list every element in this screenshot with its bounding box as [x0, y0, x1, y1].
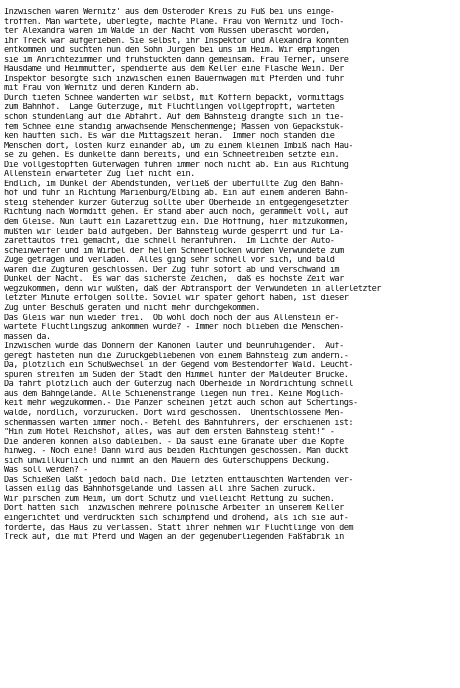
text-line: schenmassen warten immer noch.- Befehl des Bahnführers, der erschienen ist:	[4, 418, 354, 428]
text-line: Zuge getragen und verladen. Alles ging sehr schnell vor sich, und bald	[4, 256, 335, 266]
text-line: Dort hatten sich inzwischen mehrere polnische Arbeiter in unserem Keller	[4, 504, 344, 514]
text-line: troffen. Man wartete, überlegte, machte Pläne. Frau von Wernitz und Toch-	[4, 17, 344, 27]
text-line: Inzwischen wurde das Donnern der Kanonen lauter und beunruhigender. Auf-	[4, 342, 344, 352]
text-line: Da fährt plötzlich auch der Güterzug nach Oberheide in Nordrichtung schnell	[4, 380, 354, 390]
text-line: wartete Flüchtlingszug ankommen würde? - Immer noch blieben die Menschen-	[4, 323, 344, 333]
text-line: ter Alexandra waren im Walde in der Nacht vom Russen überascht worden,	[4, 27, 330, 37]
text-line: hof und fuhr in Richtung Marienburg/Elbing ab. Ein auf einem anderen Bahn-	[4, 189, 349, 199]
text-line: Durch tiefen Schnee wanderten wir selbst, mit Koffern bepackt, vormittags	[4, 93, 344, 103]
text-line: Dunkel der Nacht. Es war das sicherste Zeichen, daß es höchste Zeit war	[4, 275, 344, 285]
text-line: sie im Anrichtezimmer und frühstückten dann gemeinsam. Frau Terner, unsere	[4, 55, 349, 65]
text-line: entkommen und suchten nun den Sohn Jürgen bei uns im Heim. Wir empfingen	[4, 46, 340, 56]
text-line: Inzwischen waren Wernitz' aus dem Osteroder Kreis zu Fuß bei uns einge-	[4, 8, 335, 17]
text-line: Richtung nach Wormditt gehen. Er stand aber auch noch, gerammelt voll, auf	[4, 208, 349, 218]
text-line: dem Gleise. Nun läuft ein Lazarettzug ein. Die Hoffnung, hier mitzukommen,	[4, 218, 349, 228]
text-line: se zu gehen. Es dunkelte dann bereits, und ein Schneetreiben setzte ein.	[4, 151, 340, 161]
text-line: letzter Minute erfolgen sollte. Soviel wir später gehört haben, ist dieser	[4, 294, 349, 304]
text-line: Die vollgestopften Güterwagen fuhren immer noch nicht ab. Ein aus Richtung	[4, 160, 349, 170]
text-line: zarettautos frei gemacht, die schnell heranfuhren. Im Lichte der Auto-	[4, 237, 335, 247]
text-line: ihr Treck war aufgerieben. Sie selbst, ihr Inspektor und Alexandra konnten	[4, 36, 349, 46]
text-line: walde, nördlich, vorzurücken. Dort wird geschossen. Unentschlossene Men-	[4, 408, 344, 418]
text-line: mußten wir leider bald aufgeben. Der Bahnsteig wurde gesperrt und für La-	[4, 227, 344, 237]
text-line: wegzukommen, denn wir wußten, daß der Abtransport der Verwundeten in allerletzter	[4, 284, 381, 294]
text-line: Das Gleis war nun wieder frei. Ob wohl doch noch der aus Allenstein er-	[4, 313, 340, 323]
text-line: Hausdame und Heimmutter, spendierte aus dem Keller eine Flasche Wein. Der	[4, 65, 344, 75]
text-line: mit Frau von Wernitz und deren Kindern ab.	[4, 84, 200, 94]
text-line: sich unwillkürlich und nimmt an den Mauern des Güterschuppens Deckung.	[4, 456, 330, 466]
text-line: aus dem Bahngelände. Alle Schienenstränge liegen nun frei. Keine Möglich-	[4, 389, 344, 399]
text-line: scheinwerfer und im Wirbel der hellen Schneeflocken wurden Verwundete zum	[4, 246, 344, 256]
text-line: Treck auf, die mit Pferd und Wagen an der gegenüberliegenden Faßfabrik in	[4, 533, 344, 543]
text-line: ken häuften sich. Es war die Mittagszeit heran. Immer noch standen die	[4, 132, 335, 142]
text-line: waren die Zugtüren geschlossen. Der Zug fuhr sofort ab und verschwand im	[4, 265, 340, 275]
text-line: spuren streifen im Süden der Stadt den Himmel hinter der Maldeuter Brücke.	[4, 370, 349, 380]
text-line: fem Schnee eine ständig anwachsende Menschenmenge; Massen von Gepäckstük-	[4, 122, 344, 132]
text-line: Wir pirschen zum Heim, um dort Schutz und vielleicht Rettung zu suchen.	[4, 494, 335, 504]
text-line: massen da.	[4, 332, 51, 342]
text-line: zum Bahnhof. Lange Güterzüge, mit Flüchtlingen vollgepfropft, warteten	[4, 103, 335, 113]
text-line: hinweg. - Noch eine! Dann wird aus beiden Richtungen geschossen. Man duckt	[4, 447, 349, 457]
typewritten-page	[4, 8, 458, 543]
text-line: lassen eilig das Bahnhofsgelände und lassen all ihre Sachen zurück.	[4, 485, 316, 495]
text-line: Allenstein erwarteter Zug lief nicht ein.	[4, 170, 195, 180]
text-line: geregt hasteten nun die Zurückgebliebenen von einem Bahnsteig zum andern.-	[4, 351, 354, 361]
text-line: keit mehr wegzukommen.- Die Panzer scheinen jetzt auch schon auf Schertings-	[4, 399, 358, 409]
text-line: Menschen dort, lösten kurz einander ab, um zu einem kleinen Imbiß nach Hau-	[4, 141, 354, 151]
text-line: eingerichtet und verdrückten sich schimpfend und drohend, als ich sie auf-	[4, 513, 349, 523]
text-line: Das Schießen läßt jedoch bald nach. Die letzten enttäuschten Wartenden ver-	[4, 475, 354, 485]
text-line: schon stundenlang auf die Abfahrt. Auf dem Bahnsteig drängte sich in tie-	[4, 113, 344, 123]
text-line: Endlich, im Dunkel der Abendstunden, verließ der überfüllte Zug den Bahn-	[4, 179, 344, 189]
text-line: Die anderen können also dableiben. - Da saust eine Granate über die Köpfe	[4, 437, 344, 447]
text-line: Inspektor besorgte sich inzwischen einen Bauernwagen mit Pferden und fuhr	[4, 74, 344, 84]
text-line: "Hin zum Hotel Reichshof, alles, was auf dem ersten Bahnsteig steht!" -	[4, 428, 335, 438]
text-line: Da, plötzlich ein Schußwechsel in der Gegend vom Bestendorfer Wald. Leucht-	[4, 361, 354, 371]
text-line: Was soll werden? -	[4, 466, 88, 476]
text-line: steig stehender kurzer Güterzug sollte über Oberheide in entgegengesetzter	[4, 198, 349, 208]
text-line: Zug unter Beschuß geraten und nicht mehr durchgekommen.	[4, 303, 260, 313]
text-line: forderte, das Haus zu verlassen. Statt ihrer nehmen wir Flüchtlinge von dem	[4, 523, 354, 533]
